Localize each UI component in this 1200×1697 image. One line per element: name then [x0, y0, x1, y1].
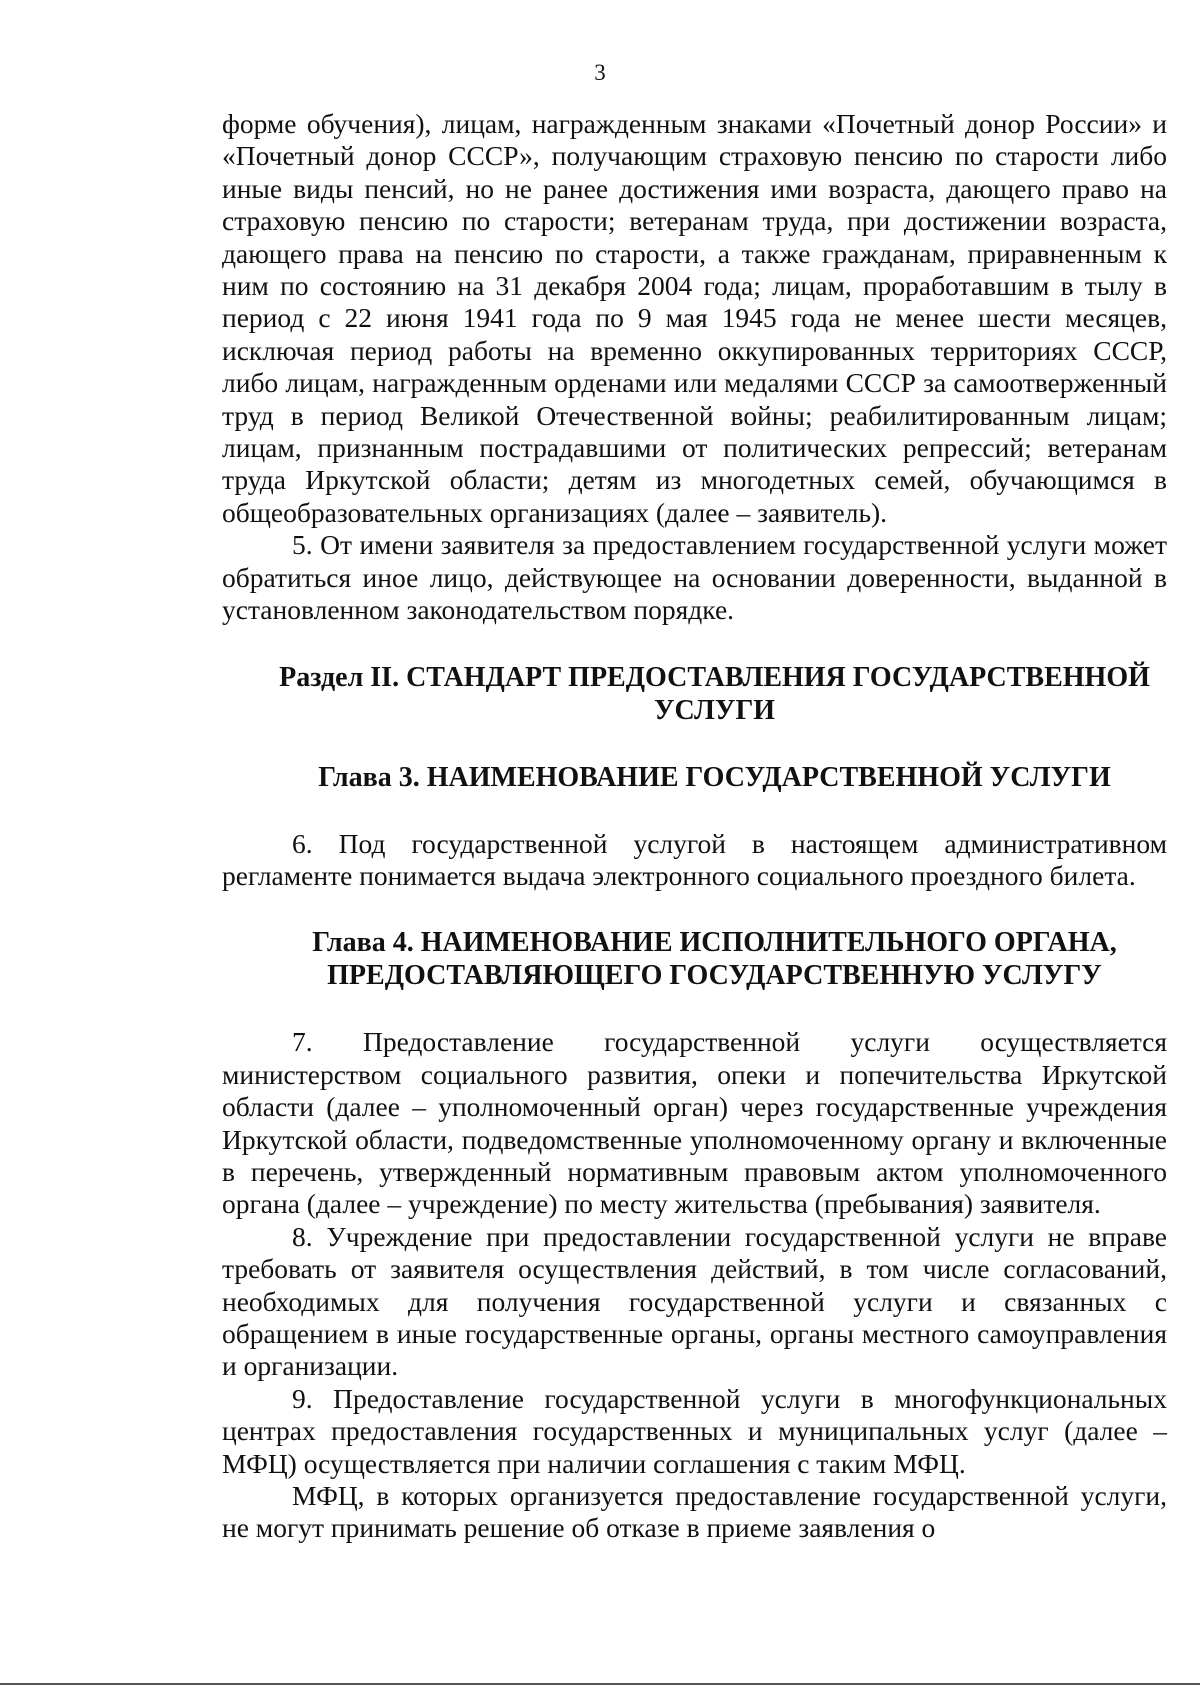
chapter-4-heading-line-2: ПРЕДОСТАВЛЯЮЩЕГО ГОСУДАРСТВЕННУЮ УСЛУГУ: [327, 960, 1102, 992]
chapter-3-heading-line: Глава 3. НАИМЕНОВАНИЕ ГОСУДАРСТВЕННОЙ УСЛУГИ: [318, 761, 1111, 793]
chapter-4-heading: [222, 926, 1167, 992]
paragraph-mfc: МФЦ, в которых организуется предоставление государственной услуги, не могут принимать решение об отказе в приеме заявления о: [222, 1480, 1167, 1544]
document-body: [222, 108, 1167, 1545]
paragraph-9: 9. Предоставление государственной услуги в многофункциональных центрах предоставления государственных и муниципальных услуг (далее – МФЦ) осуществляется при наличии соглашения с таким МФЦ.: [222, 1382, 1167, 1479]
section-2-heading-line-2: УСЛУГИ: [653, 694, 776, 726]
spacer: [222, 727, 1167, 761]
spacer: [222, 794, 1167, 828]
bottom-divider: [0, 1683, 1200, 1685]
page-number: 3: [594, 60, 606, 85]
paragraph-8: 8. Учреждение при предоставлении государственной услуги не вправе требовать от заявителя осуществления действий, в том числе согласований, необходимых для получения государственной услуги и связанных с обращением в иные государственные органы, органы местного самоуправления и организации.: [222, 1220, 1167, 1382]
paragraph-intro-continuation: форме обучения), лицам, награжденным знаками «Почетный донор России» и «Почетный донор СССР», получающим страховую пенсию по старости либо иные виды пенсий, но не ранее достижения ими возраста, дающего право на страховую пенсию по старости; ветеранам труда, при достижении возраста, дающего права на пенсию по старости, а также гражданам, приравненным к ним по состоянию на 31 декабря 2004 года; лицам, проработавшим в тылу в период с 22 июня 1941 года по 9 мая 1945 года не менее шести месяцев, исключая период работы на временно оккупированных территориях СССР, либо лицам, награжденным орденами или медалями СССР за самоотверженный труд в период Великой Отечественной войны; реабилитированным лицам; лицам, признанным пострадавшими от политических репрессий; ветеранам труда Иркутской области; детям из многодетных семей, обучающимся в общеобразовательных организациях (далее – заявитель).: [222, 108, 1167, 528]
chapter-4-heading-line-1: Глава 4. НАИМЕНОВАНИЕ ИСПОЛНИТЕЛЬНОГО ОРГАНА,: [312, 927, 1117, 959]
paragraph-6: 6. Под государственной услугой в настоящем административном регламенте понимается выдача электронного социального проездного билета.: [222, 827, 1167, 891]
section-2-heading: [222, 661, 1167, 727]
spacer: [222, 627, 1167, 661]
paragraph-7: 7. Предоставление государственной услуги осуществляется министерством социального развития, опеки и попечительства Иркутской области (далее – уполномоченный орган) через государственные учреждения Иркутской области, подведомственные уполномоченному органу и включенные в перечень, утвержденный нормативным правовым актом уполномоченного органа (далее – учреждение) по месту жительства (пребывания) заявителя.: [222, 1026, 1167, 1220]
section-2-heading-line-1: Раздел II. СТАНДАРТ ПРЕДОСТАВЛЕНИЯ ГОСУДАРСТВЕННОЙ: [279, 661, 1150, 693]
chapter-3-heading: [222, 761, 1167, 794]
spacer: [222, 892, 1167, 926]
spacer: [222, 992, 1167, 1026]
paragraph-5: 5. От имени заявителя за предоставлением государственной услуги может обратиться иное лицо, действующее на основании доверенности, выданной в установленном законодательством порядке.: [222, 529, 1167, 626]
